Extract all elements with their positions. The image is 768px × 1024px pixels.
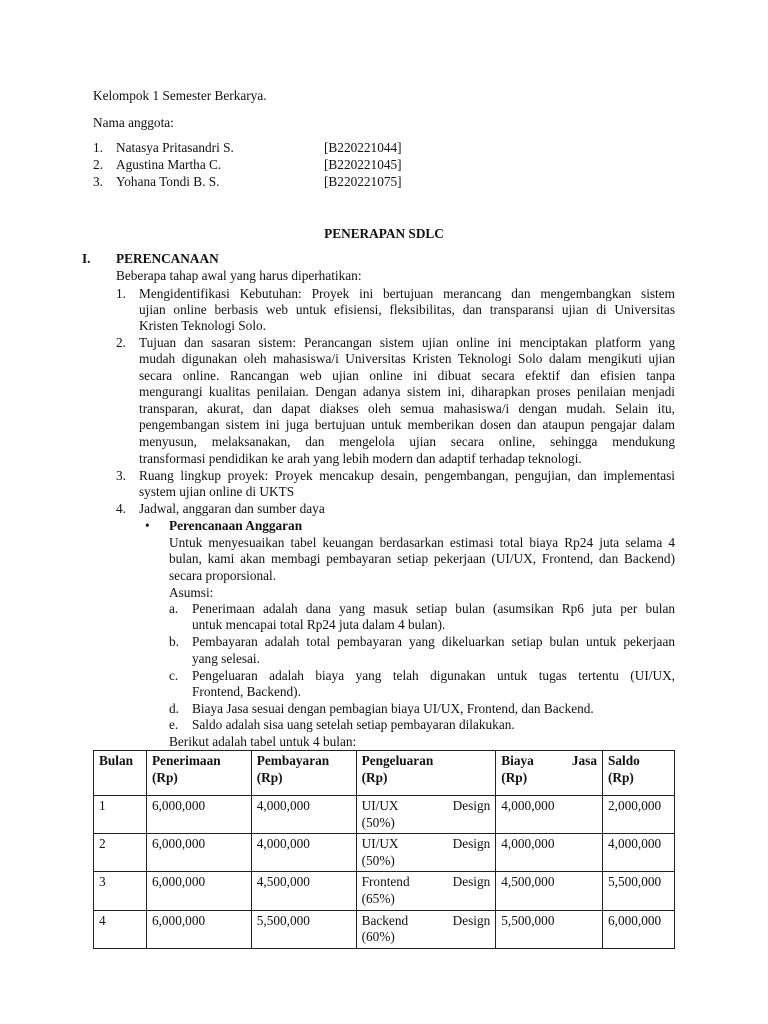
budget-table — [93, 750, 675, 949]
header-unit: (Rp) — [608, 769, 634, 785]
assumption-letter: c. — [169, 668, 179, 683]
bullet-icon: • — [145, 518, 150, 533]
pengeluaran-type: Design — [452, 912, 491, 928]
member-num: 1. — [93, 140, 103, 155]
table-header-row — [94, 751, 675, 796]
cell-bulan: 1 — [94, 796, 147, 834]
item-line: Ruang lingkup proyek: Proyek mencakup desain, pengembangan, pengujian, dan implementasi — [139, 468, 675, 483]
assumption-line: yang selesai. — [192, 651, 260, 666]
item-line: ujian online berbasis web untuk efisiensi, fleksibilitas, dan transparansi ujian di Universitas — [139, 302, 675, 317]
assumption-line: Biaya Jasa sesuai dengan pembagian biaya UI/UX, Frontend, dan Backend. — [192, 701, 594, 716]
cell-pembayaran: 4,500,000 — [251, 872, 356, 910]
item-number: 1. — [116, 286, 126, 301]
cell-biaya-jasa: 5,500,000 — [496, 910, 603, 948]
pengeluaran-task: UI/UX — [361, 798, 399, 813]
assumption-line: Frontend, Backend). — [192, 684, 301, 699]
cell-penerimaan: 6,000,000 — [146, 834, 251, 872]
pengeluaran-percent: (50%) — [361, 814, 395, 830]
item-line: Mengidentifikasi Kebutuhan: Proyek ini bertujuan merancang dan mengembangkan sistem — [139, 286, 675, 301]
cell-saldo: 2,000,000 — [603, 796, 675, 834]
cell-pengeluaran — [356, 796, 496, 834]
header-label: Bulan — [99, 753, 134, 768]
section-number: I. — [82, 251, 91, 266]
item-line: mudah digunakan oleh mahasiswa/i Universitas Kristen Teknologi Solo dalam mengikuti ujian — [139, 351, 675, 366]
assumption-line: Saldo adalah sisa uang setelah setiap pembayaran dilakukan. — [192, 717, 515, 732]
table-row — [94, 872, 675, 910]
members-label: Nama anggota: — [93, 115, 174, 130]
assumption-line: Pengeluaran adalah biaya yang telah digunakan untuk tugas tertentu (UI/UX, — [192, 668, 675, 683]
pengeluaran-type: Design — [452, 874, 491, 890]
cell-penerimaan: 6,000,000 — [146, 910, 251, 948]
item-line: transformasi pendidikan ke arah yang lebih modern dan adaptif terhadap teknologi. — [139, 451, 582, 466]
pengeluaran-type: Design — [452, 836, 491, 852]
pengeluaran-percent: (50%) — [361, 852, 395, 868]
header-word: Biaya — [501, 753, 534, 768]
cell-pembayaran: 4,000,000 — [251, 834, 356, 872]
item-line: mengurangi kualitas penilaian. Dengan adanya sistem ini, diharapkan proses penilaian menjadi — [139, 384, 675, 399]
bullet-para-line: Untuk menyesuaikan tabel keuangan berdasarkan estimasi total biaya Rp24 juta selama 4 — [169, 535, 675, 550]
item-number: 4. — [116, 501, 126, 516]
header-label: Pengeluaran — [361, 753, 434, 768]
cell-penerimaan: 6,000,000 — [146, 872, 251, 910]
item-line: system ujian online di UKTS — [139, 484, 295, 499]
cell-pengeluaran — [356, 872, 496, 910]
member-name: Yohana Tondi B. S. — [116, 174, 220, 189]
item-line: pengembangan sistem ini juga bertujuan untuk memberikan dosen dan ataupun pengajar dalam — [139, 417, 675, 432]
pengeluaran-percent: (60%) — [361, 929, 395, 945]
header-label — [501, 753, 597, 770]
assumption-line: Pembayaran adalah total pembayaran yang dikeluarkan setiap bulan untuk pekerjaan — [192, 634, 675, 649]
pengeluaran-task: Backend — [361, 912, 409, 928]
member-id: [B220221044] — [324, 140, 402, 155]
table-row — [94, 910, 675, 948]
pengeluaran-task: Frontend — [361, 874, 410, 890]
assumption-line: untuk mencapai total Rp24 juta dalam 4 bulan). — [192, 617, 446, 632]
assumption-letter: e. — [169, 717, 179, 732]
assumption-line: Penerimaan adalah dana yang masuk setiap bulan (asumsikan Rp6 juta per bulan — [192, 601, 675, 616]
item-line: menyusun, melaksanakan, dan mengelola ujian secara online, sehingga mendukung — [139, 434, 675, 449]
table-intro: Berikut adalah tabel untuk 4 bulan: — [169, 734, 357, 749]
item-number: 3. — [116, 468, 126, 483]
item-line: transparan, akurat, dan dapat diakses oleh semua mahasiswa/i dengan mudah. Selain itu, — [139, 401, 675, 416]
pengeluaran-type: Design — [452, 798, 491, 813]
member-id: [B220221075] — [324, 174, 402, 189]
table-row — [94, 796, 675, 834]
header-label: Penerimaan — [151, 753, 221, 768]
cell-bulan: 4 — [94, 910, 147, 948]
cell-biaya-jasa: 4,000,000 — [496, 834, 603, 872]
item-line: secara online. Rancangan web ujian online ini dibuat secara efektif dan efisien tanpa — [139, 368, 675, 383]
assumption-letter: b. — [169, 634, 179, 649]
document-title: PENERAPAN SDLC — [324, 226, 444, 241]
member-name: Natasya Pritasandri S. — [116, 140, 234, 155]
pengeluaran-percent: (65%) — [361, 890, 395, 906]
member-num: 2. — [93, 157, 103, 172]
cell-pengeluaran — [356, 910, 496, 948]
bullet-para-line: bulan, kami akan membagi pembayaran setiap pekerjaan (UI/UX, Frontend, dan Backend) — [169, 551, 675, 566]
header-cell — [146, 751, 251, 796]
cell-pembayaran: 4,000,000 — [251, 796, 356, 834]
cell-biaya-jasa: 4,500,000 — [496, 872, 603, 910]
header-unit: (Rp) — [361, 769, 388, 785]
item-number: 2. — [116, 335, 126, 350]
header-unit: (Rp) — [256, 769, 283, 785]
header-word: Jasa — [571, 753, 597, 768]
item-line: Kristen Teknologi Solo. — [139, 318, 266, 333]
header-unit: (Rp) — [151, 769, 178, 785]
cell-pembayaran: 5,500,000 — [251, 910, 356, 948]
cell-bulan: 3 — [94, 872, 147, 910]
cell-pengeluaran — [356, 834, 496, 872]
header-label: Pembayaran — [256, 753, 330, 768]
cell-saldo: 6,000,000 — [603, 910, 675, 948]
bullet-para-line: secara proporsional. — [169, 568, 277, 583]
section-heading: PERENCANAAN — [116, 251, 219, 266]
cell-biaya-jasa: 4,000,000 — [496, 796, 603, 834]
bullet-heading: Perencanaan Anggaran — [169, 518, 303, 533]
assumption-letter: a. — [169, 601, 179, 616]
header-cell — [356, 751, 496, 796]
pengeluaran-task: UI/UX — [361, 836, 399, 852]
table-row — [94, 834, 675, 872]
cell-saldo: 4,000,000 — [603, 834, 675, 872]
member-id: [B220221045] — [324, 157, 402, 172]
cell-bulan: 2 — [94, 834, 147, 872]
section-intro: Beberapa tahap awal yang harus diperhatikan: — [116, 268, 362, 283]
asumsi-label: Asumsi: — [169, 585, 214, 600]
header-label: Saldo — [608, 753, 640, 768]
header-cell — [94, 751, 147, 796]
member-num: 3. — [93, 174, 103, 189]
cell-saldo: 5,500,000 — [603, 872, 675, 910]
header-unit: (Rp) — [501, 769, 528, 785]
item-line: Tujuan dan sasaran sistem: Perancangan sistem ujian online ini menciptakan platform yang — [139, 335, 675, 350]
group-name: Kelompok 1 Semester Berkarya. — [93, 88, 267, 103]
header-cell — [251, 751, 356, 796]
assumption-letter: d. — [169, 701, 179, 716]
member-name: Agustina Martha C. — [116, 157, 222, 172]
cell-penerimaan: 6,000,000 — [146, 796, 251, 834]
header-cell — [496, 751, 603, 796]
item-line: Jadwal, anggaran dan sumber daya — [139, 501, 325, 516]
header-cell — [603, 751, 675, 796]
